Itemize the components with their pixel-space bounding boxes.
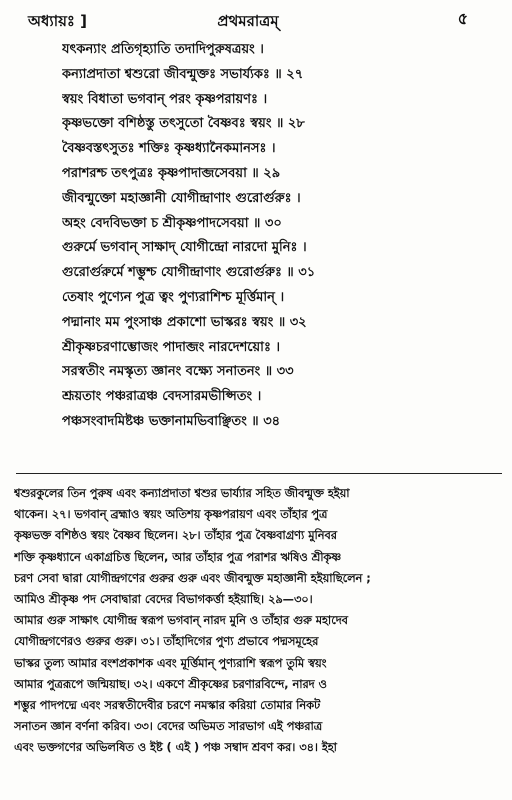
commentary-line: শম্ভুর পাদপদ্মে এবং সরস্বতীদেবীর চরণে নমস্কার করিয়া তোমার নিকট bbox=[14, 698, 321, 712]
commentary-line: থাকেন। ২৭। ভগবান্‌ ব্রহ্মাও স্বয়ং অতিশয় কৃষ্ণপরায়ণ এবং তাঁহার পুত্র bbox=[14, 508, 328, 522]
commentary-line: আমার গুরু সাক্ষাৎ যোগীন্দ্র স্বরূপ ভগবান্‌ নারদ মুনি ও তাঁহার গুরু মহাদেব bbox=[14, 614, 348, 628]
commentary-line: চরণ সেবা দ্বারা যোগীন্দ্রগণের গুরুর গুরু এবং জীবন্মুক্ত মহাজ্ঞানী হইয়াছিলেন ; bbox=[14, 571, 371, 585]
commentary-line: আমার পুত্ররূপে জন্মিয়াছ। ৩২। একণে শ্রীকৃষ্ণের চরণারবিন্দে, নারদ ও bbox=[14, 677, 327, 691]
chapter-label: অধ্যায়ঃ ] bbox=[28, 12, 88, 30]
verse-line: কৃষ্ণভক্তো বশিষ্ঠস্তু তৎসুতো বৈষ্ণবঃ স্বয়ং ॥ ২৮ bbox=[62, 116, 305, 132]
commentary-line: শক্তি কৃষ্ণধ্যানে একাগ্রচিত্ত ছিলেন, আর তাঁহার পুত্র পরাশর ঋষিও শ্রীকৃষ্ণ bbox=[14, 550, 342, 564]
verse-line: কন্যাপ্রদাতা শ্বশুরো জীবন্মুক্তঃ সভার্য্যকঃ ॥ ২৭ bbox=[62, 66, 304, 82]
commentary-line: সনাতন জ্ঞান বর্ণনা করিব। ৩৩। বেদের অভিমত সারভাগ এই পঞ্চরাত্র bbox=[14, 720, 323, 734]
verse-line: যৎকন্যাং প্রতিগৃহ্যাতি তদাদিপুরুষত্রয়ং । bbox=[62, 42, 264, 57]
verse-line: অহং বেদবিভক্তা চ শ্রীকৃষ্ণপাদসেবয়া ॥ ৩০ bbox=[62, 215, 282, 231]
bengali-commentary bbox=[14, 483, 500, 758]
verse-line: গুরুর্মে ভগবান্‌ সাক্ষাদ্‌ যোগীন্দ্রো নারদো মুনিঃ । bbox=[62, 240, 307, 256]
running-header bbox=[28, 10, 468, 32]
commentary-line: ভাস্কর তুল্য আমার বংশপ্রকাশক এবং মূর্ত্তিমান্‌ পুণ্যরাশি স্বরূপ তুমি স্বয়ং bbox=[14, 656, 327, 670]
verse-line: পঞ্চসংবাদমিষ্টঞ্চ ভক্তানামভিবাঞ্ছিতং ॥ ৩৪ bbox=[62, 413, 281, 429]
verse-line: জীবন্মুক্তো মহাজ্ঞানী যোগীন্দ্রাণাং গুরোর্গুরুঃ । bbox=[62, 190, 301, 206]
commentary-line: শ্বশুরকুলের তিন পুরুষ এবং কন্যাপ্রদাতা শ্বশুর ভার্য্যার সহিত জীবন্মুক্ত হইয়া bbox=[14, 487, 350, 500]
verse-line: তেষাং পুণ্যেন পুত্র ত্বং পুণ্যরাশিশ্চ মূর্ত্তিমান্‌ । bbox=[62, 289, 285, 305]
section-title: প্রথমরাত্রম্‌ bbox=[217, 12, 279, 30]
verse-line: বৈষ্ণবস্তৎসুতঃ শক্তিঃ কৃষ্ণধ্যানৈকমানসঃ । bbox=[62, 141, 276, 157]
verse-line: পদ্মানাং মম পুংসাঞ্চ প্রকাশো ভাস্করঃ স্বয়ং ॥ ৩২ bbox=[62, 314, 307, 330]
verse-line: শ্রূয়তাং পঞ্চরাত্রঞ্চ বেদসারমভীপ্সিতং । bbox=[62, 389, 262, 405]
commentary-line: আমিও শ্রীকৃষ্ণ পদ সেবাদ্বারা বেদের বিভাগকর্ত্তা হইয়াছি। ২৯—৩০। bbox=[14, 592, 313, 606]
section-divider bbox=[16, 473, 502, 474]
commentary-line: এবং ভক্তগণের অভিলষিত ও ইষ্ট ( এই ) পঞ্চ সম্বাদ শ্রবণ কর। ৩৪। ইহা bbox=[14, 741, 337, 755]
page-number: ৫ bbox=[457, 9, 468, 28]
verse-line: পরাশরশ্চ তৎপুত্রঃ কৃষ্ণপাদাব্জসেবয়া ॥ ২৯ bbox=[62, 165, 281, 181]
verse-line: স্বয়ং বিধাতা ভগবান্‌ পরং কৃষ্ণপরায়ণঃ । bbox=[62, 91, 268, 107]
commentary-line: কৃষ্ণভক্ত বশিষ্ঠও স্বয়ং বৈষ্ণব ছিলেন। ২৮। তাঁহার পুত্র বৈষ্ণবাগ্রণ্য মুনিবর bbox=[14, 529, 337, 543]
verse-line: শ্রীকৃষ্ণচরণাম্ভোজং পাদাব্জং নারদেশয়োঃ । bbox=[62, 339, 281, 355]
commentary-line: যোগীন্দ্রগণেরও গুরুর গুরু। ৩১। তাঁহাদিগের পুণ্য প্রভাবে পদ্মসমূহের bbox=[14, 635, 319, 649]
sanskrit-verses bbox=[62, 38, 482, 435]
verse-line: গুরোর্গুরুর্মে শম্ভুশ্চ যোগীন্দ্রাণাং গুরোর্গুরুঃ ॥ ৩১ bbox=[62, 265, 316, 281]
verse-line: সরস্বতীং নমস্কৃত্য জ্ঞানং বক্ষ্যে সনাতনং ॥ ৩৩ bbox=[62, 364, 294, 380]
